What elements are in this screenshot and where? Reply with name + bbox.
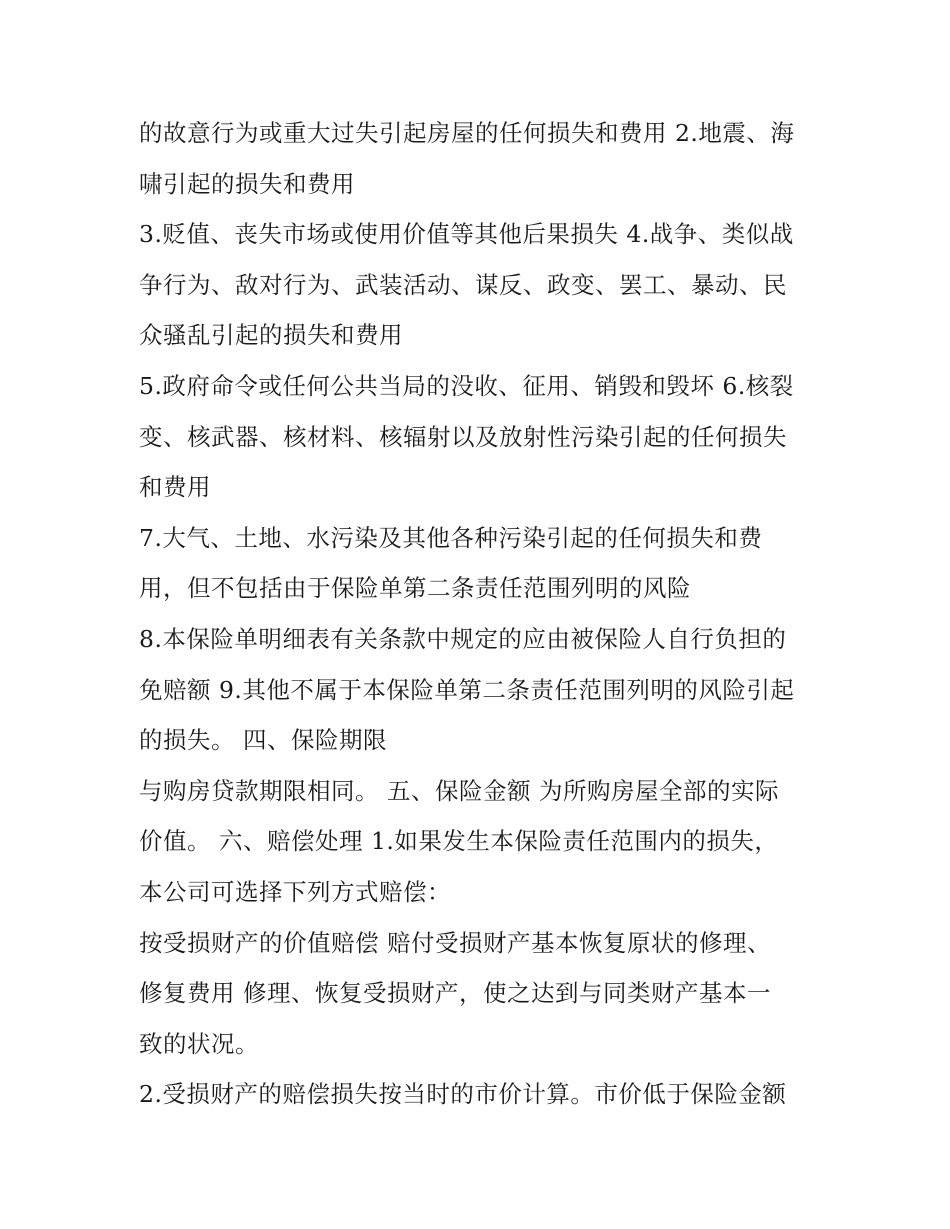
text-line-9: 7.大气、土地、水污染及其他各种污染引起的任何损失和费 <box>139 523 763 552</box>
text-line-12: 免赔额 9.其他不属于本保险单第二条责任范围列明的风险引起 <box>139 675 795 704</box>
text-line-14: 与购房贷款期限相同。 五、保险金额 为所购房屋全部的实际 <box>139 776 779 805</box>
text-line-3: 3.贬值、丧失市场或使用价值等其他后果损失 4.战争、类似战 <box>139 220 794 249</box>
text-line-8: 和费用 <box>139 473 211 502</box>
text-line-15: 价值。 六、赔偿处理 1.如果发生本保险责任范围内的损失， <box>139 827 779 856</box>
text-line-17: 按受损财产的价值赔偿 赔付受损财产基本恢复原状的修理、 <box>139 928 771 957</box>
text-line-20: 2.受损财产的赔偿损失按当时的市价计算。市价低于保险金额 <box>139 1080 787 1109</box>
text-line-19: 致的状况。 <box>139 1029 259 1058</box>
text-line-5: 众骚乱引起的损失和费用 <box>139 321 403 350</box>
text-line-7: 变、核武器、核材料、核辐射以及放射性污染引起的任何损失 <box>139 422 787 451</box>
text-line-10: 用，但不包括由于保险单第二条责任范围列明的风险 <box>139 574 691 603</box>
document-body <box>139 108 819 1120</box>
text-line-6: 5.政府命令或任何公共当局的没收、征用、销毁和毁坏 6.核裂 <box>139 371 794 400</box>
text-line-2: 啸引起的损失和费用 <box>139 169 355 198</box>
text-line-11: 8.本保险单明细表有关条款中规定的应由被保险人自行负担的 <box>139 624 787 653</box>
text-line-13: 的损失。 四、保险期限 <box>139 726 387 755</box>
text-line-1: 的故意行为或重大过失引起房屋的任何损失和费用 2.地震、海 <box>139 119 795 147</box>
text-line-16: 本公司可选择下列方式赔偿： <box>139 877 451 906</box>
text-line-18: 修复费用 修理、恢复受损财产，使之达到与同类财产基本一 <box>139 979 771 1008</box>
text-line-4: 争行为、敌对行为、武装活动、谋反、政变、罢工、暴动、民 <box>139 270 787 299</box>
